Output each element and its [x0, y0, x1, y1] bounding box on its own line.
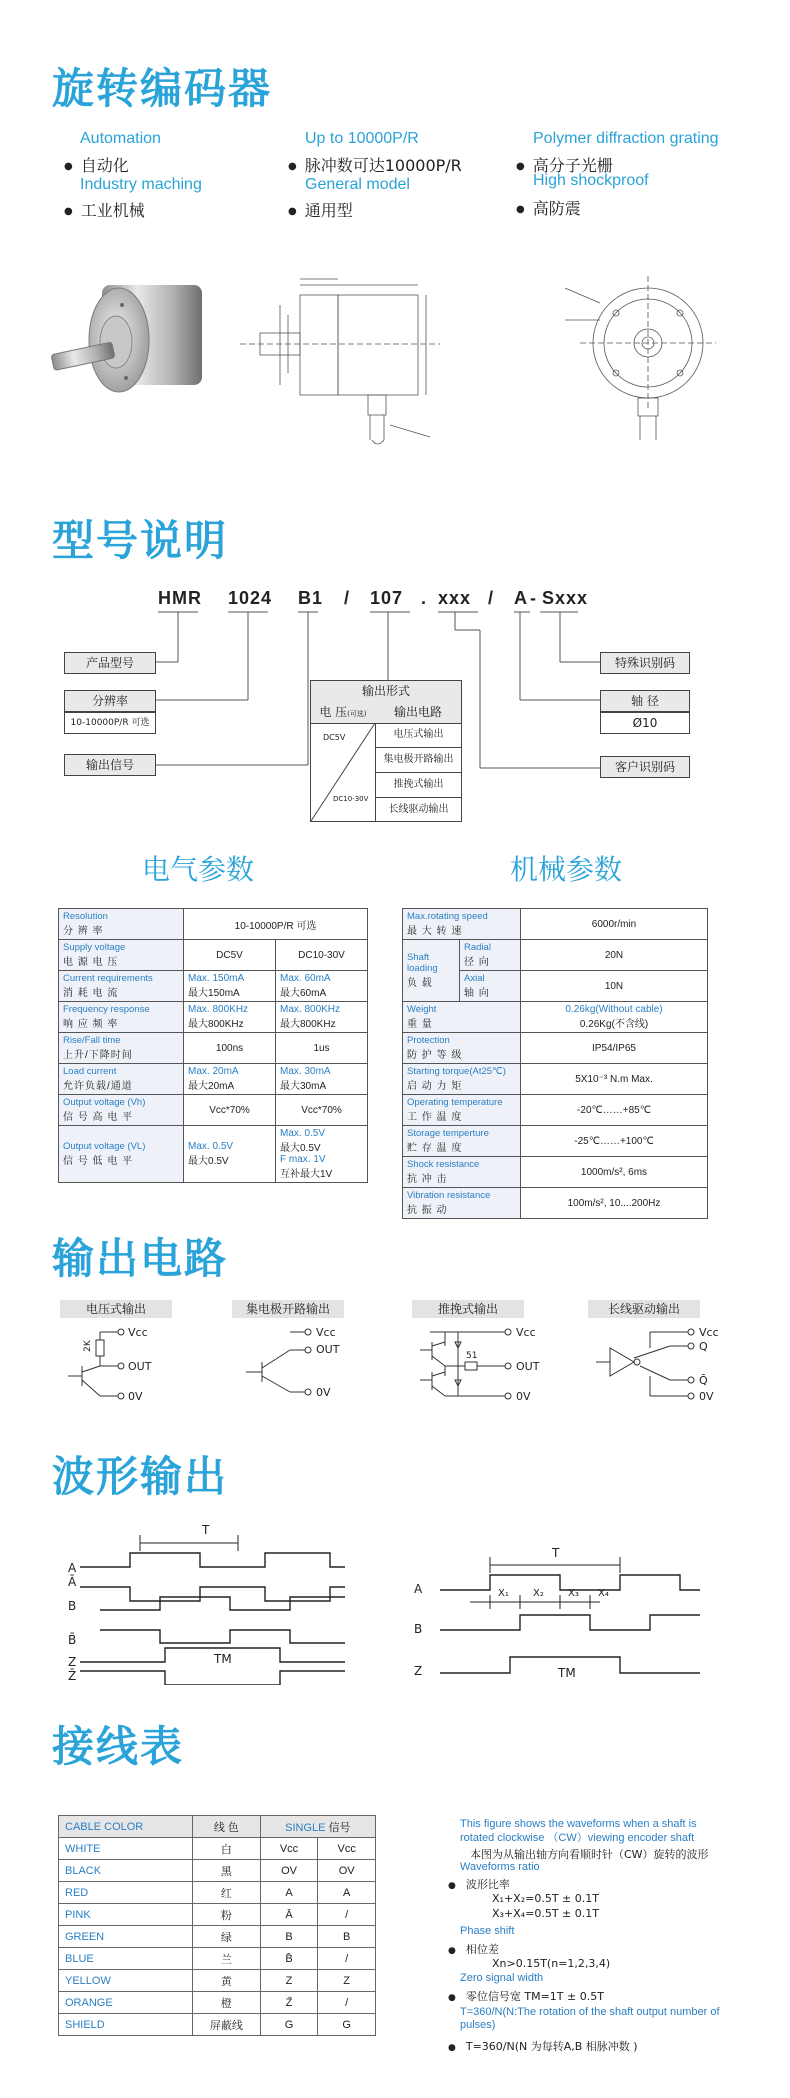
circuit-title: 长线驱动输出	[588, 1300, 700, 1318]
note-ratio-zh: ● 波形比率	[448, 1876, 510, 1892]
param-value: 100m/s², 10....200Hz	[521, 1188, 708, 1219]
label-voltage: 电 压(可选)	[311, 701, 376, 724]
cell-line: 最大30mA	[280, 1081, 327, 1092]
label-shaft: 轴 径	[600, 690, 690, 712]
label-vcc: Vcc	[316, 1326, 336, 1339]
cell-line: Max. 800KHz	[188, 1004, 249, 1015]
param-sublabel: Axial 轴 向	[460, 971, 521, 1002]
circuit-title: 推挽式输出	[412, 1300, 524, 1318]
cell-line: 最大0.5V	[188, 1156, 229, 1167]
note-ratio-en: Waveforms ratio	[460, 1861, 540, 1873]
feature-en: High shockproof	[533, 172, 649, 189]
left-wave-labels	[68, 1558, 76, 1686]
cable-row	[59, 1926, 376, 1948]
cell-line: F max. 1V	[280, 1154, 326, 1165]
param-value: Vcc*70%	[184, 1095, 276, 1126]
cable-cell: 绿	[193, 1926, 261, 1948]
cable-cell: BLUE	[59, 1948, 193, 1970]
label-2k: 2K	[82, 1340, 93, 1352]
wave-label: Z	[414, 1664, 423, 1678]
title-output-circuit: 输出电路	[52, 1234, 229, 1283]
mechanical-row	[403, 1126, 708, 1157]
electrical-row	[59, 1126, 368, 1183]
note-tn-en: T=360/N(N:The rotation of the shaft output number of pulses)	[460, 2006, 720, 2031]
cable-cell: Z̄	[260, 1992, 318, 2014]
circuit-item: 集电极开路输出	[376, 748, 461, 773]
note-intro-zh: 本图为从输出轴方向看顺时针（CW）旋转的波形	[470, 1848, 709, 1861]
electrical-table	[58, 908, 368, 1183]
param-label: Starting torque(At25℃) 启 动 力 矩	[403, 1064, 521, 1095]
param-value: 1us	[276, 1033, 368, 1064]
param-value: 20N	[521, 940, 708, 971]
cable-cell: 黑	[193, 1860, 261, 1882]
feature-zh: ● 自动化	[64, 153, 129, 176]
electrical-row	[59, 940, 368, 971]
cable-cell: /	[318, 1904, 376, 1926]
output-form-box	[310, 680, 462, 822]
param-label: Max.rotating speed 最 大 转 速	[403, 909, 521, 940]
wave-x2: X₂	[533, 1588, 544, 1599]
feature-en: General model	[305, 176, 410, 193]
param-label: Protection 防 护 等 级	[403, 1033, 521, 1064]
feature-en: Polymer diffraction grating	[533, 130, 719, 147]
cell-line: 最大60mA	[280, 988, 327, 999]
param-value	[184, 1002, 276, 1033]
title-waveform: 波形输出	[52, 1452, 229, 1501]
cable-cell: 白	[193, 1838, 261, 1860]
label-vcc: Vcc	[516, 1326, 536, 1339]
param-label: Load current 允许负载/通道	[59, 1064, 184, 1095]
param-value: 10-10000P/R 可选	[184, 909, 368, 940]
mechanical-row	[403, 909, 708, 940]
cell-line: Max. 800KHz	[280, 1004, 341, 1015]
param-value: IP54/IP65	[521, 1033, 708, 1064]
label-0v: 0V	[516, 1390, 531, 1403]
label-dc5v: DC5V	[323, 733, 346, 742]
param-value: 100ns	[184, 1033, 276, 1064]
param-value: 5X10⁻³ N.m Max.	[521, 1064, 708, 1095]
label-0v: 0V	[316, 1386, 331, 1399]
note-phase-f: Xn>0.15T(n=1,2,3,4)	[492, 1957, 611, 1970]
wave-x3: X₃	[568, 1588, 579, 1599]
cable-cell: B	[318, 1926, 376, 1948]
wave-label: A	[414, 1582, 423, 1596]
cable-cell: 屏蔽线	[193, 2014, 261, 2036]
param-value	[184, 1064, 276, 1095]
param-value	[521, 1002, 708, 1033]
feature-zh: ● 工业机械	[64, 198, 145, 221]
param-label: Output voltage (VL) 信 号 低 电 平	[59, 1126, 184, 1183]
header-color-zh: 线 色	[193, 1816, 261, 1838]
circuit-list	[375, 723, 461, 822]
cable-cell: Z	[318, 1970, 376, 1992]
param-sublabel: Radial 径 向	[460, 940, 521, 971]
electrical-row	[59, 1064, 368, 1095]
label-output-signal: 输出信号	[64, 754, 156, 776]
cable-row	[59, 1860, 376, 1882]
wave-label: B	[414, 1622, 423, 1636]
title-model: 型号说明	[52, 516, 229, 565]
note-tn-zh: ● T=360/N(N 为每转A,B 相脉冲数 )	[448, 2038, 638, 2054]
cable-table	[58, 1815, 376, 2036]
wave-label: Ā	[68, 1575, 77, 1589]
encoder-photo	[44, 270, 224, 420]
code-slash2: /	[488, 588, 495, 608]
param-label: Shaft loading 负 载	[403, 940, 460, 1002]
param-value	[276, 971, 368, 1002]
cell-line: 最大800KHz	[188, 1019, 244, 1030]
param-value: DC10-30V	[276, 940, 368, 971]
cell-line: Max. 0.5V	[280, 1128, 326, 1139]
cable-row	[59, 1882, 376, 1904]
label-0v: 0V	[699, 1390, 714, 1403]
feature-en: Up to 10000P/R	[305, 130, 419, 147]
cable-row	[59, 2014, 376, 2036]
wave-T-right: T	[552, 1546, 560, 1560]
cable-cell: /	[318, 1992, 376, 2014]
param-label: Output voltage (Vh) 信 号 高 电 平	[59, 1095, 184, 1126]
cell-line: 最大150mA	[188, 988, 240, 999]
cable-cell: 红	[193, 1882, 261, 1904]
code-special: Sxxx	[542, 588, 589, 608]
cell-line: 0.26kg(Without cable)	[565, 1004, 663, 1015]
circuit-item: 长线驱动输出	[388, 804, 449, 815]
feature-zh: ● 通用型	[288, 198, 353, 221]
cable-cell: 粉	[193, 1904, 261, 1926]
code-resolution: 1024	[228, 588, 273, 608]
circuit-item: 推挽式输出	[376, 773, 461, 798]
electrical-row	[59, 909, 368, 940]
header-cable-color: CABLE COLOR	[59, 1816, 193, 1838]
cable-row	[59, 1970, 376, 1992]
cable-cell: 兰	[193, 1948, 261, 1970]
cable-cell: G	[260, 2014, 318, 2036]
feature-en: Automation	[80, 130, 161, 147]
cable-cell: BLACK	[59, 1860, 193, 1882]
mechanical-row	[403, 1095, 708, 1126]
wave-T-left: T	[202, 1523, 210, 1537]
param-value: Vcc*70%	[276, 1095, 368, 1126]
label-51: 51	[466, 1351, 478, 1361]
circuit-item: 电压式输出	[376, 723, 461, 748]
code-slash: /	[344, 588, 351, 608]
feature-zh: ● 高防震	[516, 196, 581, 219]
waveform-diagrams	[0, 1515, 790, 1685]
param-value: -25℃……+100℃	[521, 1126, 708, 1157]
wave-TM-left: TM	[214, 1652, 232, 1666]
wave-label: A	[68, 1561, 77, 1575]
wave-label: B	[68, 1599, 77, 1613]
note-zero-en: Zero signal width	[460, 1972, 544, 1984]
cell-line: 最大800KHz	[280, 1019, 336, 1030]
label-dc10-30v: DC10-30V	[333, 795, 369, 803]
cable-cell: RED	[59, 1882, 193, 1904]
mechanical-row	[403, 1064, 708, 1095]
electrical-row	[59, 1033, 368, 1064]
param-label: Vibration resistance 抗 振 动	[403, 1188, 521, 1219]
param-value	[184, 1126, 276, 1183]
param-label: Operating temperature 工 作 温 度	[403, 1095, 521, 1126]
wave-x4: X₄	[598, 1588, 609, 1599]
label-special: 特殊识别码	[600, 652, 690, 674]
cable-cell: Ā	[260, 1904, 318, 1926]
param-value: DC5V	[184, 940, 276, 971]
cell-line: 最大0.5V	[280, 1143, 321, 1154]
cable-cell: A	[260, 1882, 318, 1904]
label-0v: 0V	[128, 1390, 143, 1403]
note-zero-zh: ● 零位信号宽 TM=1T ± 0.5T	[448, 1988, 604, 2004]
param-value: -20℃……+85℃	[521, 1095, 708, 1126]
param-label: Supply voltage 电 源 电 压	[59, 940, 184, 971]
cable-cell: OV	[260, 1860, 318, 1882]
param-label: Shock resistance 抗 冲 击	[403, 1157, 521, 1188]
cell-line: 最大20mA	[188, 1081, 235, 1092]
cell-line: 0.26Kg(不含线)	[579, 1019, 649, 1030]
front-dimension-drawing	[560, 268, 740, 448]
cable-cell: GREEN	[59, 1926, 193, 1948]
cable-row	[59, 1992, 376, 2014]
wave-label: B̄	[68, 1633, 77, 1647]
label-q: Q	[699, 1340, 708, 1353]
code-output: 107	[370, 588, 404, 608]
cell-line: 互补最大1V	[280, 1169, 333, 1180]
label-shaft-value: Ø10	[600, 712, 690, 734]
wave-label: Z̄	[68, 1669, 77, 1683]
param-value: 6000r/min	[521, 909, 708, 940]
title-encoder: 旋转编码器	[52, 64, 273, 113]
code-customer: xxx	[438, 588, 472, 608]
feature-zh: ● 高分子光栅	[516, 153, 613, 176]
title-wiring: 接线表	[52, 1722, 185, 1771]
param-value	[184, 971, 276, 1002]
cable-cell: YELLOW	[59, 1970, 193, 1992]
wave-x1: X₁	[498, 1588, 509, 1599]
code-shaft: A	[514, 588, 528, 608]
title-mechanical: 机械参数	[510, 853, 623, 886]
cable-cell: Vcc	[260, 1838, 318, 1860]
cable-row	[59, 1838, 376, 1860]
header-signal: SINGLE 信号	[260, 1816, 375, 1838]
param-label: Storage temperture 贮 存 温 度	[403, 1126, 521, 1157]
cell-line: Max. 150mA	[188, 973, 245, 984]
electrical-row	[59, 1095, 368, 1126]
feature-zh: ● 脉冲数可达10000P/R	[288, 153, 462, 176]
code-dot: .	[421, 588, 428, 608]
mechanical-row	[403, 1002, 708, 1033]
cell-line: Max. 20mA	[188, 1066, 239, 1077]
label-resolution-range: 10-10000P/R 可选	[64, 712, 156, 734]
circuit-title: 电压式输出	[60, 1300, 172, 1318]
param-value	[276, 1064, 368, 1095]
cable-cell: WHITE	[59, 1838, 193, 1860]
side-dimension-drawing	[240, 265, 460, 455]
param-label: Frequency response 响 应 频 率	[59, 1002, 184, 1033]
label-vcc: Vcc	[128, 1326, 148, 1339]
cable-cell: 橙	[193, 1992, 261, 2014]
electrical-row	[59, 1002, 368, 1033]
param-value: 10N	[521, 971, 708, 1002]
code-signal: B1	[298, 588, 324, 608]
label-product: 产品型号	[64, 652, 156, 674]
label-vcc: Vcc	[699, 1326, 719, 1339]
cell-line: Max. 0.5V	[188, 1141, 234, 1152]
cable-cell: OV	[318, 1860, 376, 1882]
note-phase-en: Phase shift	[460, 1925, 515, 1937]
cable-cell: ORANGE	[59, 1992, 193, 2014]
cable-cell: B̄	[260, 1948, 318, 1970]
code-series: HMR	[158, 588, 202, 608]
circuit-title: 集电极开路输出	[232, 1300, 344, 1318]
label-out: OUT	[516, 1360, 540, 1373]
mechanical-row	[403, 1188, 708, 1219]
label-circuit: 输出电路	[375, 701, 461, 724]
wave-TM-right: TM	[558, 1666, 576, 1680]
mechanical-row	[403, 1157, 708, 1188]
code-dash: -	[530, 588, 537, 608]
cable-row	[59, 1904, 376, 1926]
mechanical-row	[403, 1033, 708, 1064]
label-out: OUT	[128, 1360, 152, 1373]
param-value	[276, 1002, 368, 1033]
cable-cell: Z	[260, 1970, 318, 1992]
label-qbar: Q̄	[699, 1374, 708, 1387]
label-customer: 客户识别码	[600, 756, 690, 778]
feature-en: Industry maching	[80, 176, 202, 193]
cable-cell: /	[318, 1948, 376, 1970]
cable-cell: Vcc	[318, 1838, 376, 1860]
wave-label: Z	[68, 1655, 77, 1669]
param-label: Rise/Fall time 上升/下降时间	[59, 1033, 184, 1064]
circuit-diagrams	[0, 1320, 790, 1410]
label-output-form: 输出形式	[311, 681, 461, 702]
title-electrical: 电气参数	[142, 853, 255, 886]
param-label: Resolution 分 辨 率	[59, 909, 184, 940]
param-value	[276, 1126, 368, 1183]
cell-line: Max. 60mA	[280, 973, 331, 984]
cell-line: Max. 30mA	[280, 1066, 331, 1077]
note-intro-en: This figure shows the waveforms when a shaft is rotated clockwise （CW）viewing encoder shaft	[460, 1818, 697, 1844]
cable-cell: SHIELD	[59, 2014, 193, 2036]
cable-cell: 黄	[193, 1970, 261, 1992]
note-ratio-f2: X₃+X₄=0.5T ± 0.1T	[492, 1907, 599, 1920]
mechanical-table	[402, 908, 708, 1219]
cable-cell: PINK	[59, 1904, 193, 1926]
param-label: Weight 重 量	[403, 1002, 521, 1033]
cable-cell: B	[260, 1926, 318, 1948]
label-resolution: 分辨率	[64, 690, 156, 712]
note-ratio-f1: X₁+X₂=0.5T ± 0.1T	[492, 1892, 599, 1905]
cable-cell: G	[318, 2014, 376, 2036]
mechanical-row	[403, 940, 708, 971]
param-value: 1000m/s², 6ms	[521, 1157, 708, 1188]
cable-row	[59, 1948, 376, 1970]
label-out: OUT	[316, 1343, 340, 1356]
cable-cell: A	[318, 1882, 376, 1904]
electrical-row	[59, 971, 368, 1002]
param-label: Current requirements 消 耗 电 流	[59, 971, 184, 1002]
note-phase-zh: ● 相位差	[448, 1941, 499, 1957]
